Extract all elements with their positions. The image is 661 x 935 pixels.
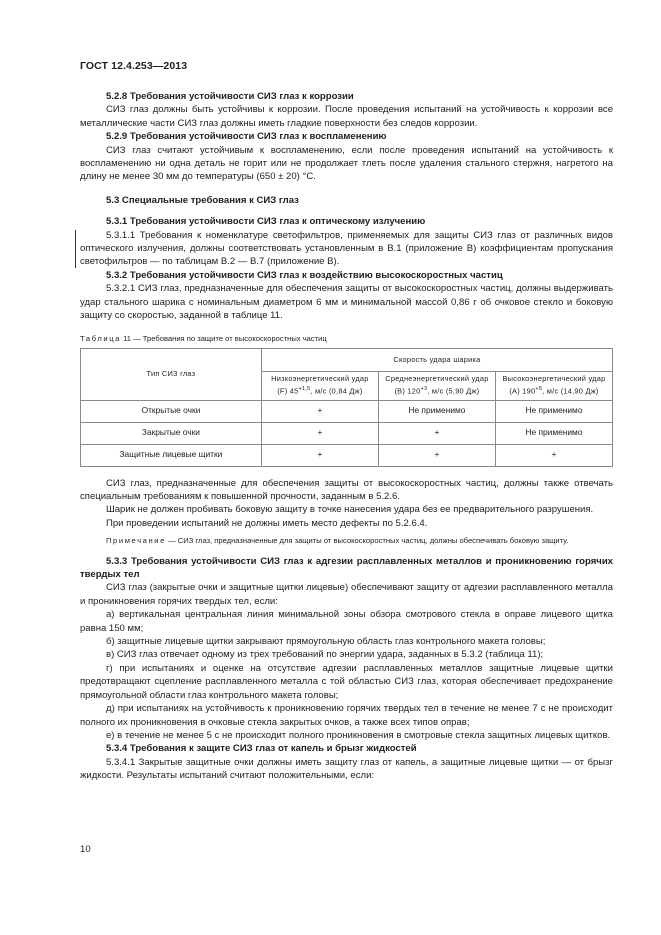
table-caption-label: Таблица: [80, 333, 121, 343]
heading-5-3: 5.3 Специальные требования к СИЗ глаз: [106, 194, 299, 206]
list-item: г) при испытаниях и оценке на отсутствие адгезии расплавленных металлов защитные лицевые щитки предотвращают сцепление расплавленного металла с той областью СИЗ глаз, которая обеспечивает предохранение прямоугольной области глаз контрольного макета головы;: [80, 662, 613, 701]
list-item: а) вертикальная центральная линия минимальной зоны обзора смотрового стекла в оправе лицевого щитка равна 150 мм;: [80, 609, 613, 634]
note: [80, 535, 613, 547]
heading-5-3-1: 5.3.1 Требования устойчивости СИЗ глаз к оптическому излучению: [106, 216, 426, 228]
table-row: Защитные лицевые щитки + + +: [81, 444, 613, 466]
column-header-medium-energy: Среднеэнергетический удар (В) $120^{+3}$, м/с (5,90 Дж): [378, 371, 495, 400]
paragraph-5-3-4-1: 5.3.4.1 Закрытые защитные очки должны иметь защиту глаз от капель, а защитные лицевые щитки — от брызг жидкости. Результаты испытаний считают положительными, если:: [80, 756, 613, 782]
paragraph-5-2-8: СИЗ глаз должны быть устойчивы к коррозии. После проведения испытаний на устойчивость к коррозии все металлические части СИЗ глаз должны иметь гладкие поверхности без следов коррозии.: [80, 104, 613, 129]
paragraph-5-3-2-1: 5.3.2.1 СИЗ глаз, предназначенные для обеспечения защиты от высокоскоростных частиц, должны выдерживать удар стального шарика с номинальным диаметром 6 мм и минимальной массой 0,86 г об очковое стекло и боковую защиту со скоростью, заданной в таблице 11.: [80, 283, 613, 322]
table-caption-text: 11 — Требования по защите от высокоскоростных частиц: [123, 333, 327, 343]
document-header: ГОСТ 12.4.253—2013: [80, 60, 188, 72]
heading-5-2-8: 5.2.8 Требования устойчивости СИЗ глаз к коррозии: [106, 91, 354, 102]
table-row: Открытые очки + Не применимо Не применимо: [81, 400, 613, 422]
column-header-low-energy: Низкоэнергетический удар (F) $45^{+1,5}$, м/с (0,84 Дж): [261, 371, 378, 400]
note-label: Примечание: [106, 536, 166, 546]
heading-5-3-2: 5.3.2 Требования устойчивости СИЗ глаз к воздействию высокоскоростных частиц: [106, 269, 503, 281]
paragraph-after-table-1: СИЗ глаз, предназначенные для обеспечения защиты от высокоскоростных частиц, должны также отвечать специальным требованиям к повышенной прочности, заданным в 5.2.6.: [80, 477, 613, 502]
paragraph-5-2-9: СИЗ глаз считают устойчивым к воспламенению, если после проведения испытаний на устойчивость к воспламенению ни одна деталь не горит или не продолжает тлеть после удаления стального стержня, нагретого на длину не менее 30 мм до температуры (650 ± 20) °С.: [80, 144, 613, 183]
paragraph-after-table-3: При проведении испытаний не должны иметь место дефекты по 5.2.6.4.: [106, 517, 428, 529]
column-header-high-energy: Высокоэнергетический удар (А) $190^{+5}$, м/с (14,90 Дж): [495, 371, 612, 400]
list-item: б) защитные лицевые щитки закрывают прямоугольную область глаз контрольного макета головы;: [106, 636, 546, 648]
table-11-caption: [80, 333, 613, 344]
document-body: [80, 90, 613, 783]
heading-5-3-4: 5.3.4 Требования к защите СИЗ глаз от капель и брызг жидкостей: [106, 743, 417, 755]
note-text: — СИЗ глаз, предназначенные для защиты от высокоскоростных частиц, должны обеспечивать боковую защиту.: [165, 536, 569, 546]
list-item: в) СИЗ глаз отвечает одному из трех требований по энергии удара, заданных в 5.3.2 (таблица 11);: [106, 649, 544, 661]
table-row: Закрытые очки + + Не применимо: [81, 422, 613, 444]
column-header-type: Тип СИЗ глаз: [81, 348, 262, 400]
heading-5-2-9: 5.2.9 Требования устойчивости СИЗ глаз к воспламенению: [106, 131, 387, 143]
list-item: д) при испытаниях на устойчивость к проникновению горячих твердых тел в течение не менее 7 с не происходит полного их проникновения в очковые стекла закрытых очков, а также всех типов оправ;: [80, 703, 613, 728]
heading-5-3-3: 5.3.3 Требования устойчивости СИЗ глаз к адгезии расплавленных металлов и проникновению горячих твердых тел: [80, 555, 613, 581]
paragraph-after-table-2: Шарик не должен пробивать боковую защиту в точке нанесения удара без ее предварительного разрушения.: [106, 504, 594, 516]
paragraph-5-3-3-intro: СИЗ глаз (закрытые очки и защитные щитки лицевые) обеспечивают защиту от адгезии расплавленного металла и проникновения горячих твердых тел, если:: [80, 582, 613, 607]
paragraph-5-3-1-1: 5.3.1.1 Требования к номенклатуре светофильтров, применяемых для защиты СИЗ глаз от различных видов оптического излучения, должны соответствовать установленным в В.1 (приложение В) коэффициентам пропускания светофильтров — по таблицам В.2 — В.7 (приложение В).: [80, 229, 613, 268]
table-11: [80, 348, 613, 467]
list-item: е) в течение не менее 5 с не происходит полного проникновения в смотровые стекла защитных лицевых щитков.: [106, 729, 611, 741]
column-header-speed: Скорость удара шарика: [261, 348, 612, 371]
page-number: 10: [80, 844, 91, 855]
